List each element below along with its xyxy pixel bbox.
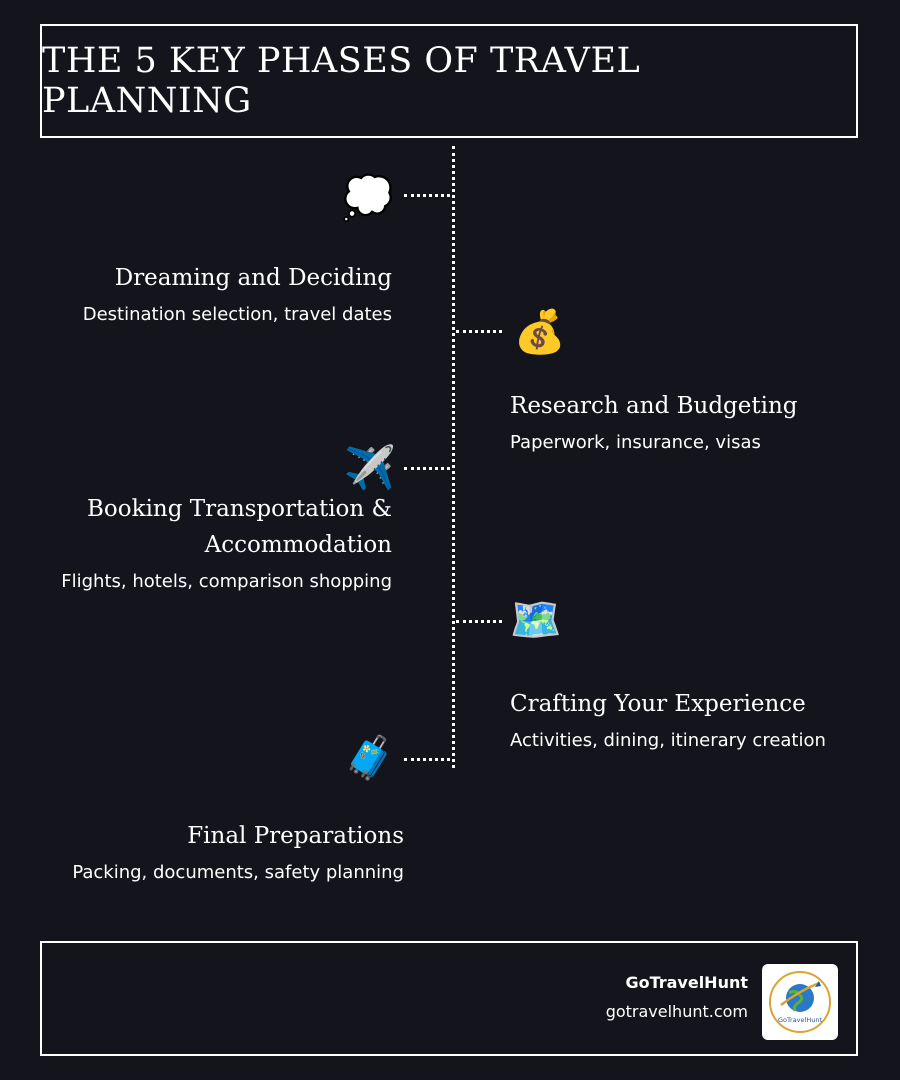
phase-4 (510, 686, 870, 753)
phase-title: Booking Transportation & Accommodation (87, 496, 392, 558)
page-title: THE 5 KEY PHASES OF TRAVEL PLANNING (42, 41, 641, 121)
world-map-icon: 🗺️ (509, 595, 563, 644)
connector-3 (404, 467, 450, 470)
brand-name: GoTravelHunt (625, 973, 748, 992)
connector-1 (404, 194, 450, 197)
brand-block (606, 973, 748, 1021)
timeline-line (452, 146, 455, 768)
phase-2 (510, 388, 870, 455)
phase-title: Final Preparations (187, 823, 404, 849)
brand-logo (762, 964, 838, 1040)
globe-logo-icon (767, 969, 833, 1035)
phase-description: Destination selection, travel dates (82, 304, 392, 325)
phase-title: Crafting Your Experience (510, 691, 806, 717)
connector-5 (404, 758, 450, 761)
connector-4 (456, 620, 502, 623)
phase-description: Flights, hotels, comparison shopping (61, 571, 392, 592)
brand-url-link[interactable]: gotravelhunt.com (605, 1002, 748, 1021)
phase-title: Dreaming and Deciding (114, 265, 392, 291)
phase-description: Activities, dining, itinerary creation (510, 730, 826, 751)
logo-text: GoTravelHunt (777, 1016, 823, 1024)
title-box (40, 24, 858, 138)
phase-5 (4, 818, 404, 885)
money-bag-icon: 💰 (513, 307, 567, 356)
luggage-icon: 🧳 (343, 733, 397, 782)
connector-2 (456, 330, 502, 333)
phase-description: Packing, documents, safety planning (72, 862, 404, 883)
phase-3 (12, 491, 392, 594)
phase-description: Paperwork, insurance, visas (510, 432, 761, 453)
phase-title: Research and Budgeting (510, 393, 798, 419)
footer-box (40, 941, 858, 1056)
thought-bubble-icon: 💭 (341, 173, 395, 222)
airplane-icon: ✈️ (343, 443, 397, 492)
phase-1 (12, 260, 392, 327)
